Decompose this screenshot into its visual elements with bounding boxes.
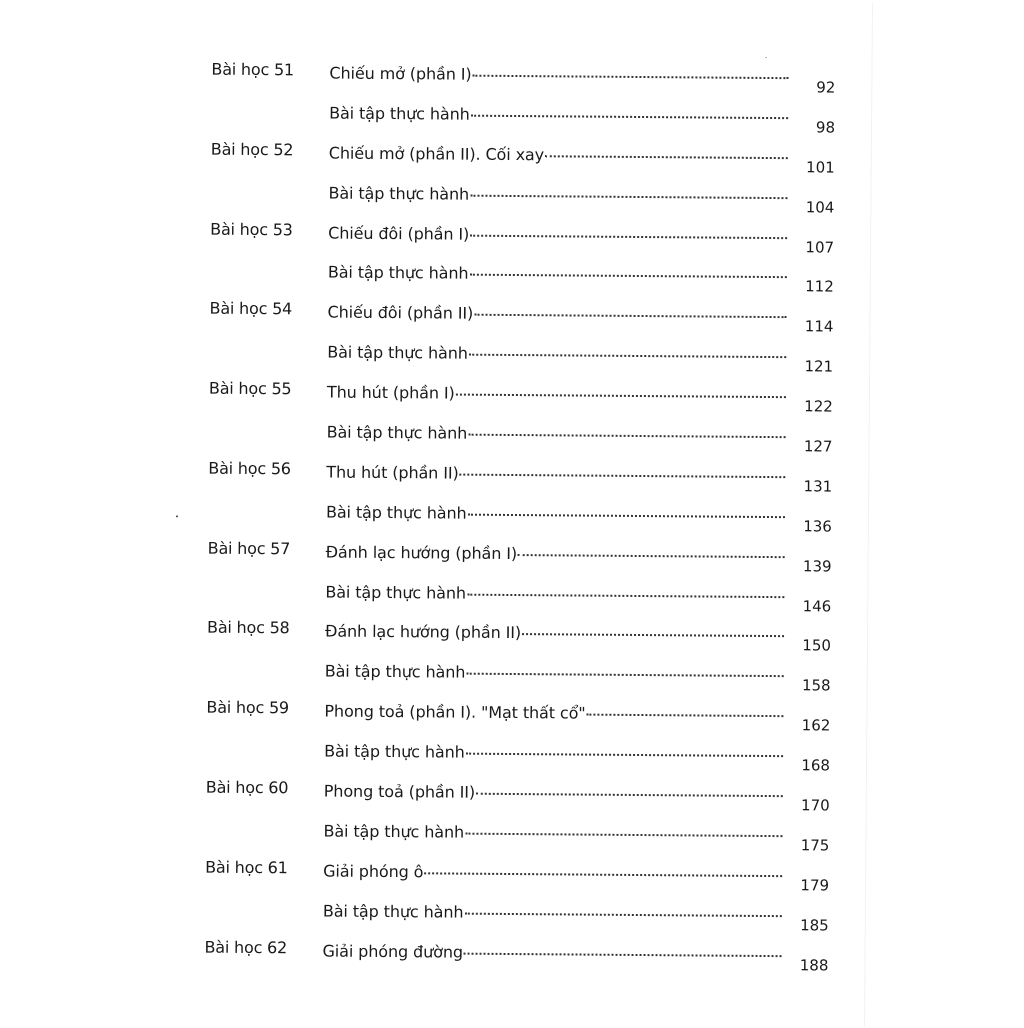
dot-leader [468,434,785,438]
toc-entry [325,662,784,685]
dot-leader [587,714,784,718]
entry-title: Bài tập thực hành [328,183,470,204]
dot-leader [465,833,782,837]
page-number: 127 [803,437,833,456]
entry-title: Bài tập thực hành [325,582,467,603]
toc-row [197,574,837,619]
lesson-number: Bài học 60 [205,777,289,798]
toc-row [201,56,841,101]
dot-leader [468,513,785,517]
entry-title: Giải phóng đường [322,941,464,962]
toc-entry [323,901,782,924]
lesson-number: Bài học 53 [210,219,293,239]
lesson-number: Bài học 59 [206,697,290,718]
page-number: 179 [800,876,830,895]
toc-row [195,813,835,858]
toc-entry [326,462,785,485]
page-number: 107 [805,237,835,257]
toc-row [198,534,838,579]
toc-row [197,614,837,659]
page-number: 188 [799,955,829,975]
toc-row [196,774,836,819]
page-number: 121 [804,357,834,376]
dot-leader [460,473,786,478]
dot-leader [456,394,786,399]
toc-entry [327,303,786,326]
toc-entry [327,383,786,406]
entry-title: Chiếu mở (phần I) [329,63,472,84]
dot-leader [471,115,788,119]
toc-entry [324,742,783,765]
entry-title: Thu hút (phần II) [326,462,459,483]
toc-entry [329,64,788,87]
entry-title: Đánh lạc hướng (phần II) [324,622,522,643]
toc-entry [328,183,787,206]
lesson-number: Bài học 56 [208,458,291,479]
toc-row [199,335,839,380]
dot-leader [545,155,788,159]
lesson-number: Bài học 54 [209,298,293,319]
dot-leader [469,354,786,358]
lesson-number: Bài học 57 [207,538,291,558]
page-number: 112 [805,277,834,296]
page-number: 170 [800,796,830,815]
lesson-number: Bài học 55 [208,378,292,399]
toc-entry [329,143,788,166]
scan-speck [766,57,767,58]
page-number: 114 [804,317,834,336]
page-number: 101 [806,158,835,177]
toc-entry [325,582,784,605]
dot-leader [424,872,782,877]
entry-title: Thu hút (phần I) [326,382,455,403]
page-number: 162 [801,716,831,735]
page-number: 168 [801,756,831,775]
toc-entry [323,821,782,844]
toc-entry [324,702,783,725]
toc-row [196,734,836,779]
entry-title: Bài tập thực hành [326,422,468,443]
table-of-contents [194,56,841,978]
page-number: 131 [803,477,833,496]
dot-leader [469,274,786,278]
toc-row [198,494,838,539]
page-number: 136 [803,517,832,536]
dot-leader [518,554,785,558]
entry-title: Phong toả (phần I). "Mạt thất cổ" [324,701,586,723]
toc-entry [323,861,782,884]
page-number: 175 [800,836,830,855]
toc-row [194,933,834,978]
dot-leader [470,234,787,238]
dot-leader [464,952,782,956]
toc-row [195,853,835,898]
toc-entry [326,542,785,565]
page-number: 104 [805,197,835,217]
toc-row [201,135,841,180]
entry-title: Bài tập thực hành [325,502,467,523]
toc-entry [324,782,783,805]
scan-speck [176,515,178,517]
toc-row [195,893,835,938]
lesson-number: Bài học 58 [207,618,290,638]
toc-row [199,375,839,420]
lesson-number: Bài học 52 [210,139,294,160]
dot-leader [473,75,789,79]
entry-title: Bài tập thực hành [322,901,464,922]
toc-row [196,694,836,739]
lesson-number: Bài học 61 [205,857,288,878]
toc-row [200,175,840,220]
dot-leader [476,793,783,797]
toc-entry [322,941,781,964]
dot-leader [464,912,781,916]
toc-row [199,295,839,340]
entry-title: Chiếu đôi (phần I) [328,223,470,244]
lesson-number: Bài học 62 [204,937,288,957]
toc-entry [327,343,786,366]
entry-title: Chiếu mở (phần II). Cối xay [328,143,545,165]
page-number: 122 [804,397,833,416]
entry-title: Bài tập thực hành [327,342,468,363]
toc-entry [328,263,787,286]
toc-row [200,255,840,300]
toc-entry [326,502,785,525]
toc-entry [327,423,786,446]
toc-entry [329,103,788,126]
entry-title: Bài tập thực hành [323,821,465,842]
entry-title: Chiếu đôi (phần II) [327,302,474,324]
toc-row [198,454,838,499]
dot-leader [466,673,783,677]
page-number: 139 [802,556,832,576]
lesson-number: Bài học 51 [211,59,295,80]
dot-leader [474,314,786,318]
page-number: 92 [816,78,836,97]
entry-title: Đánh lạc hướng (phần I) [325,542,518,563]
page-number: 146 [802,596,832,616]
dot-leader [466,753,783,757]
page-number: 158 [801,676,831,695]
dot-leader [467,593,784,597]
toc-row [201,95,841,140]
toc-entry [325,622,784,645]
entry-title: Bài tập thực hành [324,661,466,682]
entry-title: Phong toả (phần II) [323,781,476,802]
toc-row [200,215,840,260]
page-edge-shadow [864,3,873,1027]
page-number: 185 [800,915,829,935]
page-number: 98 [815,118,836,137]
entry-title: Bài tập thực hành [327,262,469,284]
page-number: 150 [802,636,832,655]
toc-entry [328,223,787,246]
entry-title: Bài tập thực hành [329,103,470,124]
entry-title: Bài tập thực hành [324,741,465,762]
dot-leader [522,634,784,638]
toc-row [197,654,837,699]
dot-leader [470,194,787,198]
toc-row [198,415,838,460]
entry-title: Giải phóng ô [323,861,424,882]
